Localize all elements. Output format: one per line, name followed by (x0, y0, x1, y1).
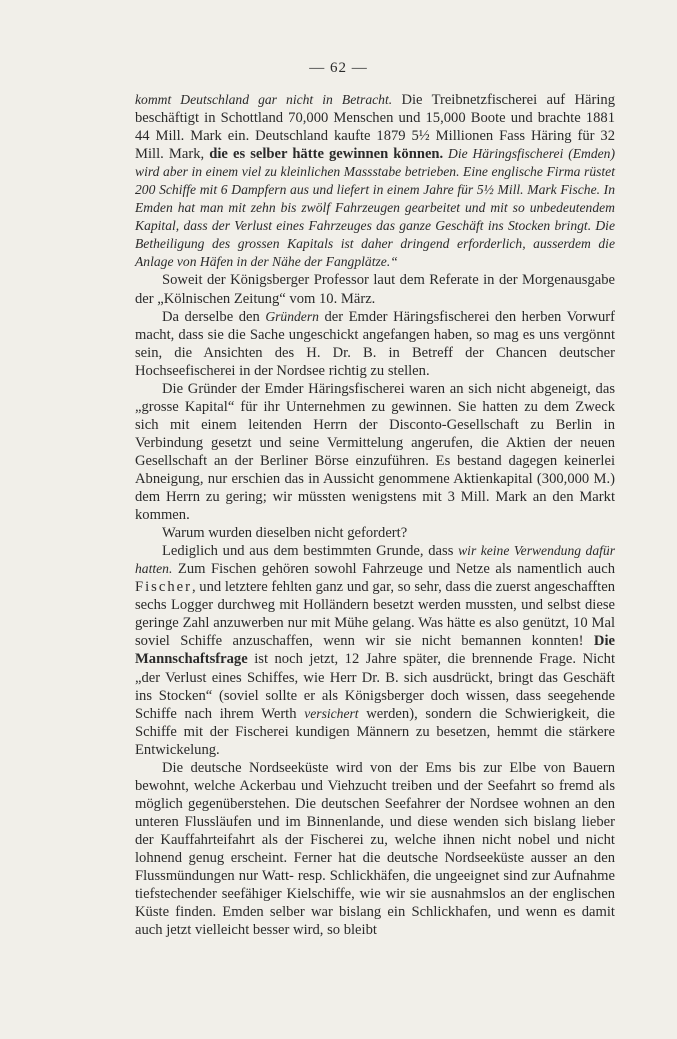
text-run: Lediglich und aus dem bestimmten Grunde, dass (162, 543, 459, 560)
paragraph: Soweit der Königsberger Professor laut dem Referate in der Morgenausgabe der „Kölnischen Zeitung“ vom 10. März. (135, 272, 615, 307)
text-spaced: Fischer (135, 579, 192, 596)
text-run: Da derselbe den (162, 308, 266, 325)
text-run: der Emder Häringsfischerei den herben Vorwurf macht, dass sie die Sache ungeschickt angefangen haben, so mag es uns vergönnt sein, die Ansichten des H. Dr. B. in Betreff der Chancen deutscher Hochseefischerei in der Nordsee richtig zu stellen. (135, 308, 615, 379)
paragraph: Warum wurden dieselben nicht gefordert? (162, 525, 408, 542)
text-italic: kommt Deutschland gar nicht in Betracht. (135, 92, 393, 107)
body-text (135, 91, 615, 939)
paragraph: Die deutsche Nordseeküste wird von der Ems bis zur Elbe von Bauern bewohnt, welche Ackerbau und Viehzucht treiben und der Seefahrt so fremd als möglich gegenüberstehen. Die deutschen Seefahrer der Nordsee wohnen an den unteren Flussläufen und im Binnenlande, und diese wenden sich bislang lieber der Kauffahrteifahrt als der Fischerei zu, welche ihnen nicht nobel und nicht lohnend genug erscheint. Ferner hat die deutsche Nordseeküste ausser an den Flussmündungen nur Watt- resp. Schlickhäfen, die ungeeignet sind zur Aufnahme tiefstechender seefähiger Kielschiffe, wie wir sie ausnahmslos an der englischen Küste finden. Emden selber war bislang ein Schlickhafen, und wenn es damit auch jetzt vielleicht besser wird, so bleibt (135, 759, 615, 939)
text-bold: Die Mannschaftsfrage (135, 633, 615, 668)
paragraph: Die Gründer der Emder Häringsfischerei waren an sich nicht abgeneigt, das „grosse Kapital“ für ihr Unternehmen zu gewinnen. Sie hatten zu dem Zweck sich mit einem leitenden Herrn der Disconto-Gesellschaft zu Berlin in Verbindung gesetzt und seine Vermittelung angerufen, die Aktien der neuen Gesellschaft an der Berliner Börse einzuführen. Es bestand dagegen keinerlei Abneigung, nur erschien das in Aussicht genommene Aktienkapital (300,000 M.) dem Herrn zu gering; wir müssten wenigstens mit 3 Mill. Mark an den Markt kommen. (135, 380, 615, 524)
text-bold: die es selber hätte gewinnen können. (209, 146, 444, 163)
text-italic: Die Häringsfischerei (Emden) wird aber in einem viel zu kleinlichen Massstabe betrieben. Eine englische Firma rüstet 200 Schiffe mit 6 Dampfern aus und liefert in einem Jahre für 5½ Mill. Mark Fische. In Emden hat man mit zehn bis zwölf Fahrzeugen gearbeitet und mit so unbedeutendem Kapital, dass der Verlust eines Fahrzeuges das ganze Geschäft ins Stocken bringt. Die Betheiligung des grossen Kapitals ist daher dringend erforderlich, ausserdem die Anlage von Häfen in der Nähe der Fangplätze.“ (135, 146, 615, 270)
text-run: , und letztere fehlten ganz und gar, so sehr, dass die zuerst angeschafften sechs Logger durchweg mit Holländern besetzt werden mussten, und selbst diese geringe Zahl anzuwerben nur mit Mühe gelang. Was hätte es also genützt, 10 Mal soviel Schiffe anzuschaffen, wenn wir sie nicht bemannen konnten! (135, 579, 615, 650)
text-italic: Gründern (265, 308, 319, 324)
text-run: ist noch jetzt, 12 Jahre später, die brennende Frage. Nicht „der Verlust eines Schiffes, wie Herr Dr. B. sich ausdrückt, bringt das Geschäft ins Stocken“ (soviel sollte er als Königsberger doch wissen, dass seegehende Schiffe nach ihrem Werth (135, 651, 615, 722)
text-italic: versichert (304, 705, 359, 721)
text-run: Die Treibnetzfischerei auf Häring beschäftigt in Schottland 70,000 Menschen und 15,000 Boote und brachte 1881 44 Mill. Mark ein. Deutschland kaufte 1879 5½ Millionen Fass Häring für 32 Mill. Mark, (135, 92, 615, 163)
paragraph-quote (135, 91, 615, 271)
text-italic: wir keine Verwendung dafür hatten. (135, 543, 616, 577)
paragraph (135, 542, 615, 759)
text-run: Zum Fischen gehören sowohl Fahrzeuge und Netze als namentlich auch (172, 561, 615, 578)
text-run: werden), sondern die Schwierigkeit, die Schiffe mit der Fischerei kundigen Männern zu besetzen, hemmt die stärkere Entwickelung. (135, 705, 615, 758)
paragraph (135, 308, 615, 380)
page-number: — 62 — (309, 60, 368, 76)
